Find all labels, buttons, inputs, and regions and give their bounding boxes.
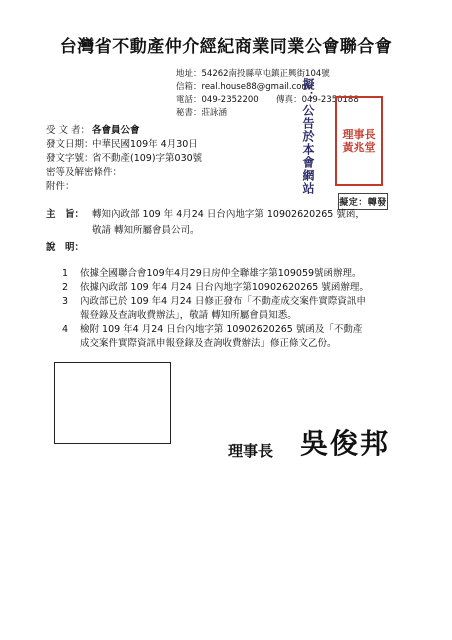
item-number: 2 — [62, 282, 69, 293]
phone-fax-line — [176, 94, 359, 106]
item-text: 依據內政部 109 年4 月24 日台內地字第10902620265 號函辦理。 — [80, 282, 369, 293]
list-item — [62, 267, 362, 281]
address-value: 54262南投縣草屯鎮正興街104號 — [201, 69, 330, 79]
explanation-label: 說 明： — [46, 242, 85, 253]
item-number: 1 — [62, 268, 69, 279]
list-item — [62, 295, 366, 309]
secretary-label: 秘書： — [176, 108, 202, 118]
phone-value: 049-2352200 — [201, 95, 259, 105]
seal-line-2: 黃兆堂 — [342, 141, 376, 154]
doc-number-label: 發文字號： — [46, 153, 94, 164]
subject-label: 主 旨： — [46, 209, 85, 220]
list-item — [62, 323, 362, 337]
item-number: 4 — [62, 324, 69, 335]
doc-number-line — [46, 152, 202, 165]
date-label: 發文日期： — [46, 139, 94, 150]
item-number: 3 — [62, 296, 69, 307]
email-label: 信箱： — [176, 82, 202, 92]
address-label: 地址： — [176, 69, 202, 79]
email-value: real.house88@gmail.com — [201, 82, 310, 92]
signature-name: 吳俊邦 — [300, 427, 391, 460]
doc-number-value: 省不動產(109)字第030號 — [92, 153, 203, 164]
item-text-continuation: 報登錄及查詢收費辦法」，敬請 轉知所屬會員知悉。 — [80, 310, 297, 321]
list-item — [62, 281, 369, 295]
email-line — [176, 81, 310, 93]
secretary-line — [176, 107, 227, 119]
fax-label: 傳真： — [276, 95, 302, 105]
security-line: 密等及解密條件： — [46, 167, 123, 178]
empty-box — [54, 362, 171, 444]
subject-line-2: 敬請 轉知所屬會員公司。 — [92, 225, 200, 236]
date-value: 中華民國109年 4月30日 — [92, 139, 198, 150]
date-line — [46, 138, 198, 151]
recipient-line — [46, 124, 140, 137]
phone-label: 電話： — [176, 95, 202, 105]
recipient-value: 各會員公會 — [92, 125, 140, 136]
vertical-note: 擬：公告於本會網站 — [301, 78, 315, 195]
signature-role: 理事長 — [228, 442, 274, 460]
draft-stamp: 擬定：轉發 — [338, 193, 388, 210]
seal-line-1: 理事長 — [342, 128, 376, 141]
secretary-value: 莊詠涵 — [201, 108, 228, 118]
fax-value: 049-2350188 — [301, 95, 359, 105]
chairman-seal — [335, 96, 383, 186]
item-text: 檢附 109 年4 月24 日台內地字第 10902620265 號函及「不動產 — [80, 324, 363, 335]
item-text: 內政部已於 109 年4 月24 日修正發布「不動產成交案件實際資訊申 — [80, 296, 366, 307]
document-title: 台灣省不動產仲介經紀商業同業公會聯合會 — [59, 37, 393, 57]
recipient-label: 受 文 者： — [46, 125, 91, 136]
attachment-line: 附件： — [46, 181, 75, 192]
item-text: 依據全國聯合會109年4月29日房仲全聯雄字第109059號函辦理。 — [80, 268, 362, 279]
item-text-continuation: 成交案件實際資訊申報登錄及查詢收費辦法」修正條文乙份。 — [80, 338, 337, 349]
subject-line-1: 轉知內政部 109 年 4月24 日台內地字第 10902620265 號函， — [92, 209, 365, 220]
